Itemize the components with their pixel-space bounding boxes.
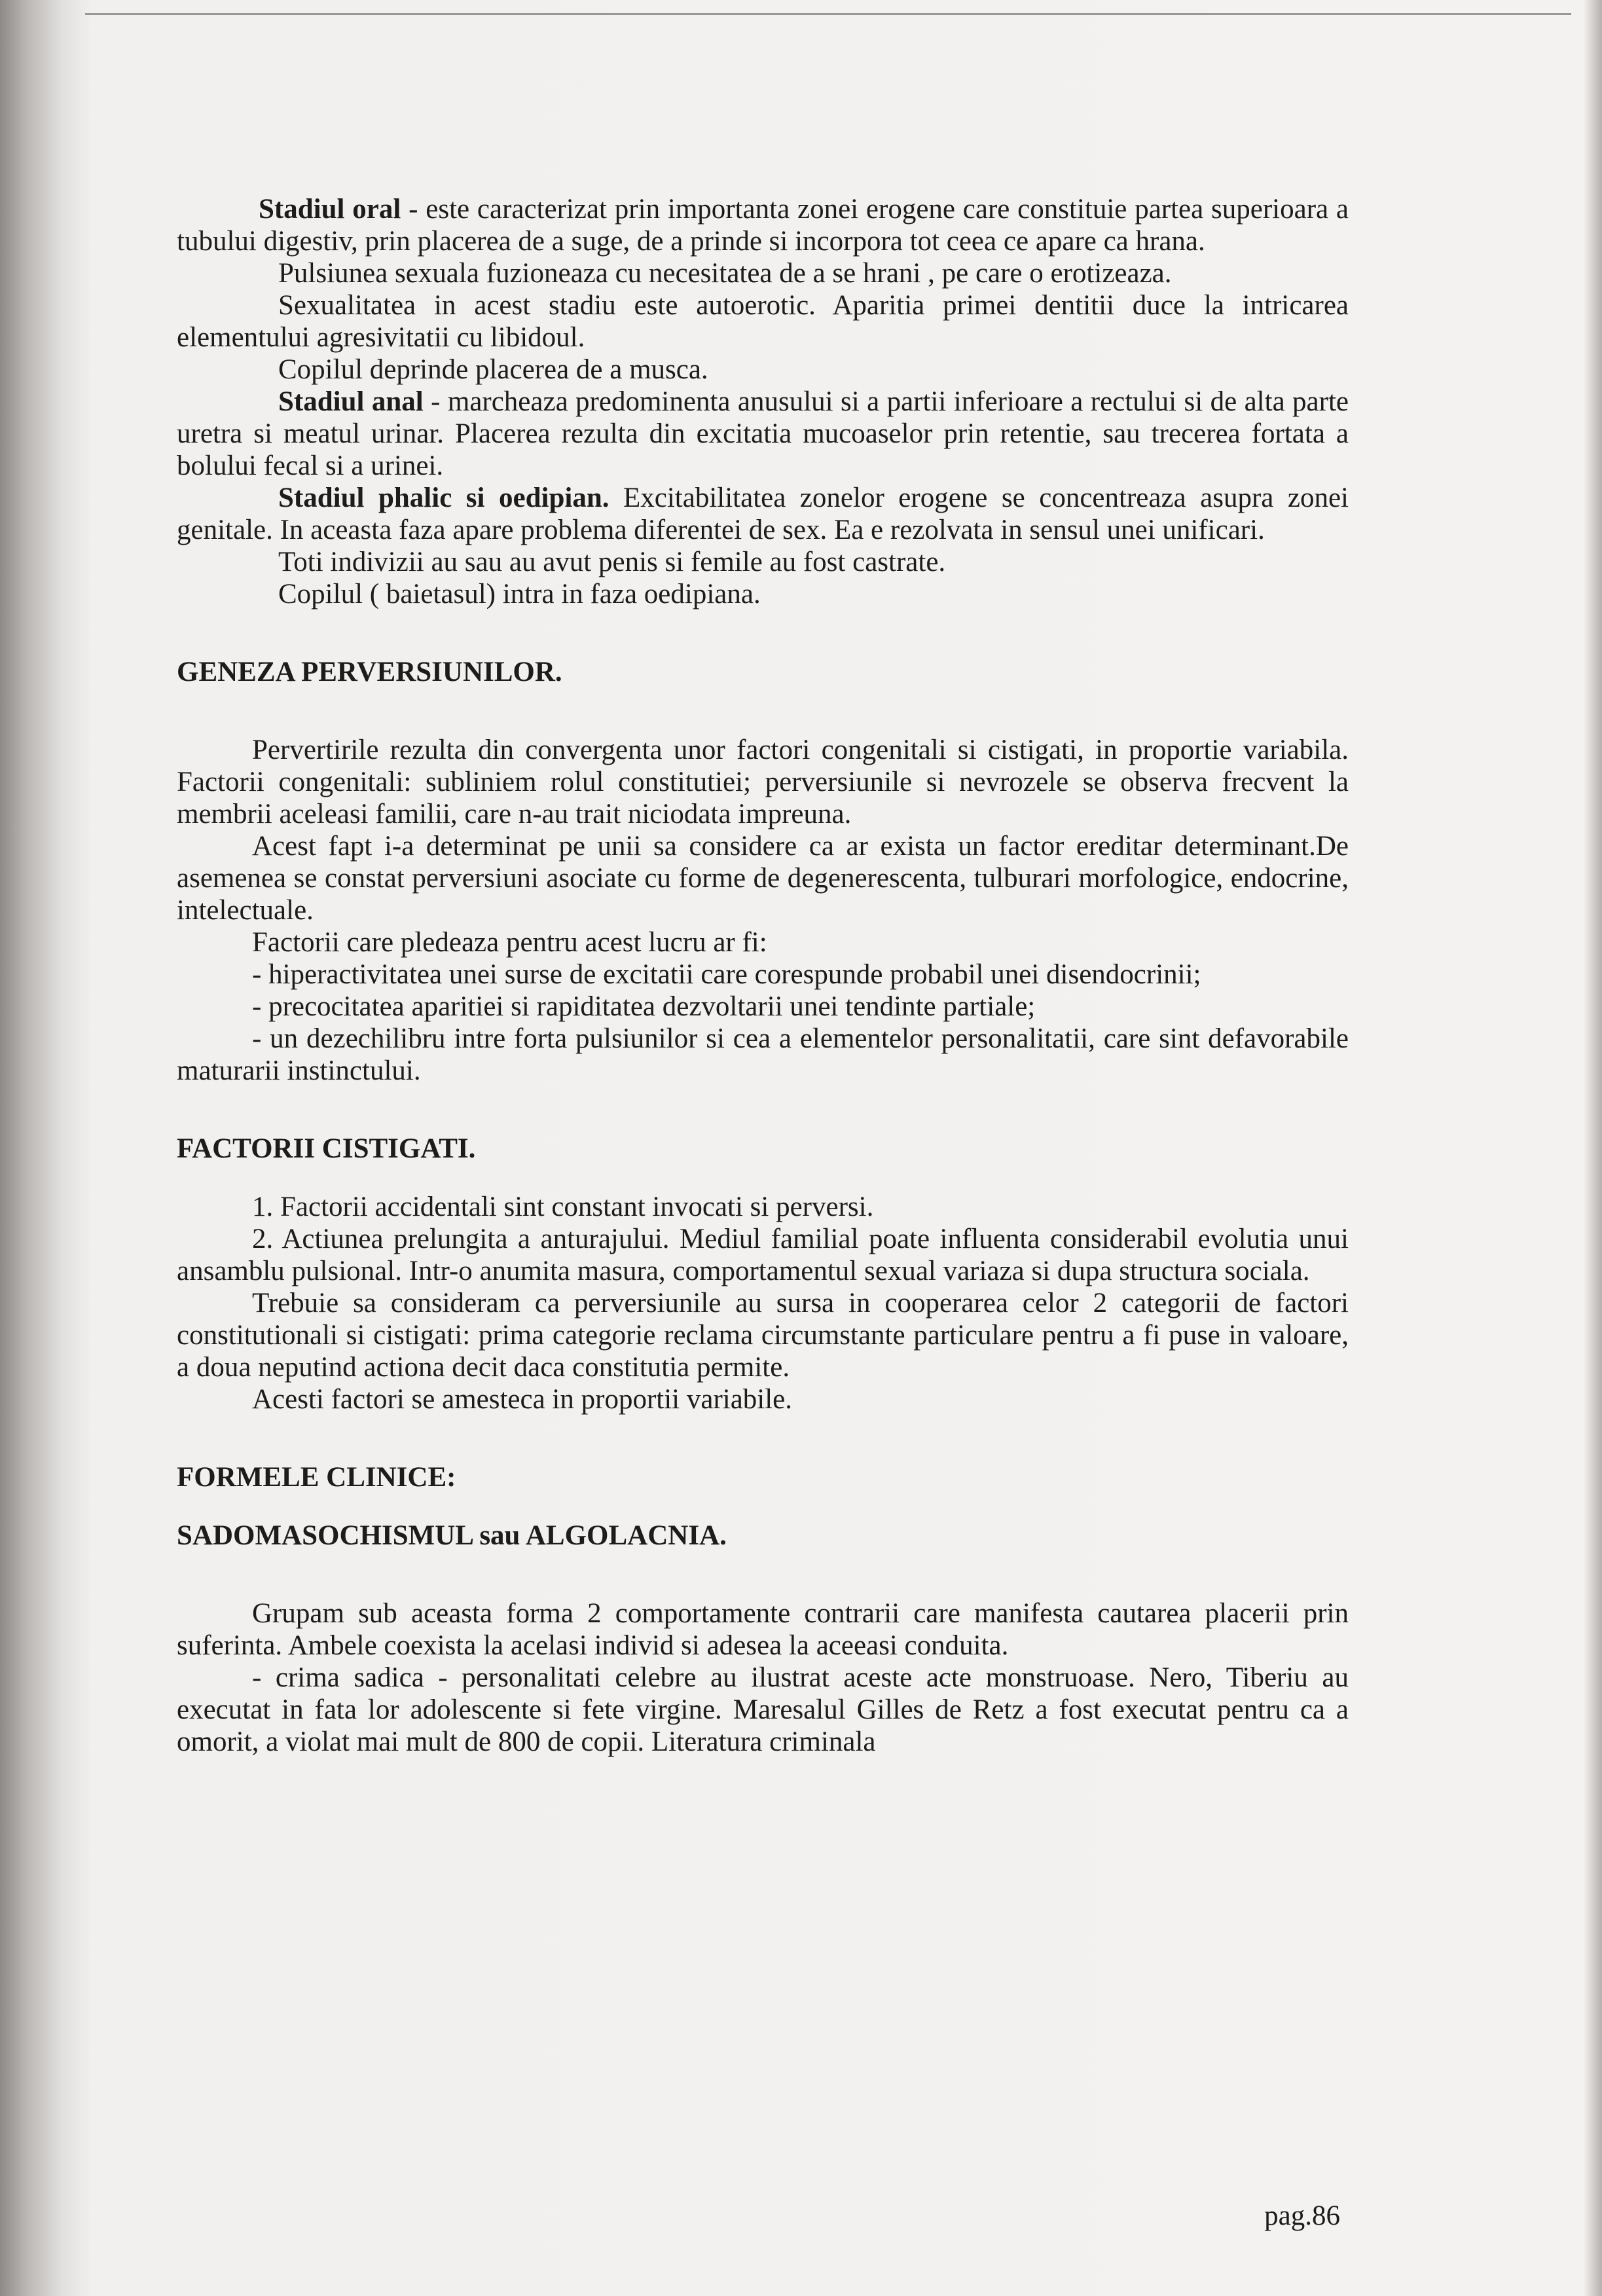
list-item: - precocitatea aparitiei si rapiditatea dezvoltarii unei tendinte partiale; [252, 991, 1036, 1022]
paragraph: Pervertirile rezulta din convergenta unor factori congenitali si cistigati, in proportie variabila. Factorii congenitali: subliniem rolul constitutiei; perversiunile si nevrozele se observa frecvent la membrii aceleasi familii, care n-au trait niciodata impreuna. [177, 735, 1349, 829]
term-stadiul-anal: Stadiul anal [278, 386, 424, 417]
paragraph: Toti indivizii au sau au avut penis si femile au fost castrate. [278, 547, 946, 577]
paragraph-stadiul-oral: Stadiul oral - este caracterizat prin importanta zonei erogene care constituie partea superioara a tubului digestiv, prin placerea de a suge, de a prinde si incorpora tot ceea ce apare ca hrana. [177, 194, 1349, 257]
page-body [177, 193, 1349, 1758]
term-stadiul-phalic: Stadiul phalic si oedipian. [278, 483, 610, 513]
paragraph-stadiul-anal: Stadiul anal - marcheaza predominenta anusului si a partii inferioare a rectului si de alta parte uretra si meatul urinar. Placerea rezulta din excitatia mucoaselor prin retentie, sau trecerea fortata a bolului fecal si a urinei. [177, 386, 1349, 481]
paragraph: Copilul ( baietasul) intra in faza oedipiana. [278, 579, 761, 610]
term-stadiul-oral: Stadiul oral [259, 194, 401, 225]
section-heading-geneza: GENEZA PERVERSIUNILOR. [177, 657, 562, 687]
paragraph: Acesti factori se amesteca in proportii variabile. [252, 1384, 793, 1415]
list-item: 2. Actiunea prelungita a anturajului. Mediul familial poate influenta considerabil evolutia unui ansamblu pulsional. Intr-o anumita masura, comportamentul sexual variaza si dupa structura sociala. [177, 1224, 1349, 1286]
section-heading-formele-clinice: FORMELE CLINICE: [177, 1462, 456, 1493]
paragraph-stadiul-phalic: Stadiul phalic si oedipian. Excitabilitatea zonelor erogene se concentreaza asupra zonei genitale. In aceasta faza apare problema diferentei de sex. Ea e rezolvata in sensul unei unificari. [177, 483, 1349, 545]
paragraph: Trebuie sa consideram ca perversiunile au sursa in cooperarea celor 2 categorii de factori constitutionali si cistigati: prima categorie reclama circumstante particulare pentru a fi puse in valoare, a doua neputind actiona decit daca constitutia permite. [177, 1288, 1349, 1383]
list-item: 1. Factorii accidentali sint constant invocati si perversi. [252, 1192, 874, 1222]
paragraph: Acest fapt i-a determinat pe unii sa considere ca ar exista un factor ereditar determinant.De asemenea se constat perversiuni asociate cu forme de degenerescenta, tulburari morfologice, endocrine, intelectuale. [177, 831, 1349, 926]
paragraph: - crima sadica - personalitati celebre au ilustrat aceste acte monstruoase. Nero, Tiberiu au executat in fata lor adolescente si fete virgine. Maresalul Gilles de Retz a fost executat pentru ca a omorit, a violat mai mult de 800 de copii. Literatura criminala [177, 1662, 1349, 1757]
paragraph: Copilul deprinde placerea de a musca. [278, 354, 708, 385]
paragraph: Factorii care pledeaza pentru acest lucru ar fi: [252, 927, 767, 958]
paragraph: Sexualitatea in acest stadiu este autoerotic. Aparitia primei dentitii duce la intricarea elementului agresivitatii cu libidoul. [177, 290, 1349, 353]
section-heading-sadomasochismul: SADOMASOCHISMUL sau ALGOLACNIA. [177, 1520, 727, 1551]
section-heading-factorii: FACTORII CISTIGATI. [177, 1133, 476, 1164]
paragraph: Grupam sub aceasta forma 2 comportamente contrarii care manifesta cautarea placerii prin suferinta. Ambele coexista la acelasi individ si adesea la aceeasi conduita. [177, 1598, 1349, 1661]
page-top-edge [85, 13, 1571, 15]
page-right-edge [1584, 0, 1602, 2296]
list-item: - hiperactivitatea unei surse de excitatii care corespunde probabil unei disendocrinii; [252, 959, 1201, 990]
page-number: pag.86 [1264, 2200, 1340, 2231]
paragraph: Pulsiunea sexuala fuzioneaza cu necesitatea de a se hrani , pe care o erotizeaza. [278, 258, 1172, 289]
list-item: - un dezechilibru intre forta pulsiunilor si cea a elementelor personalitatii, care sint defavorabile maturarii instinctului. [177, 1023, 1349, 1086]
